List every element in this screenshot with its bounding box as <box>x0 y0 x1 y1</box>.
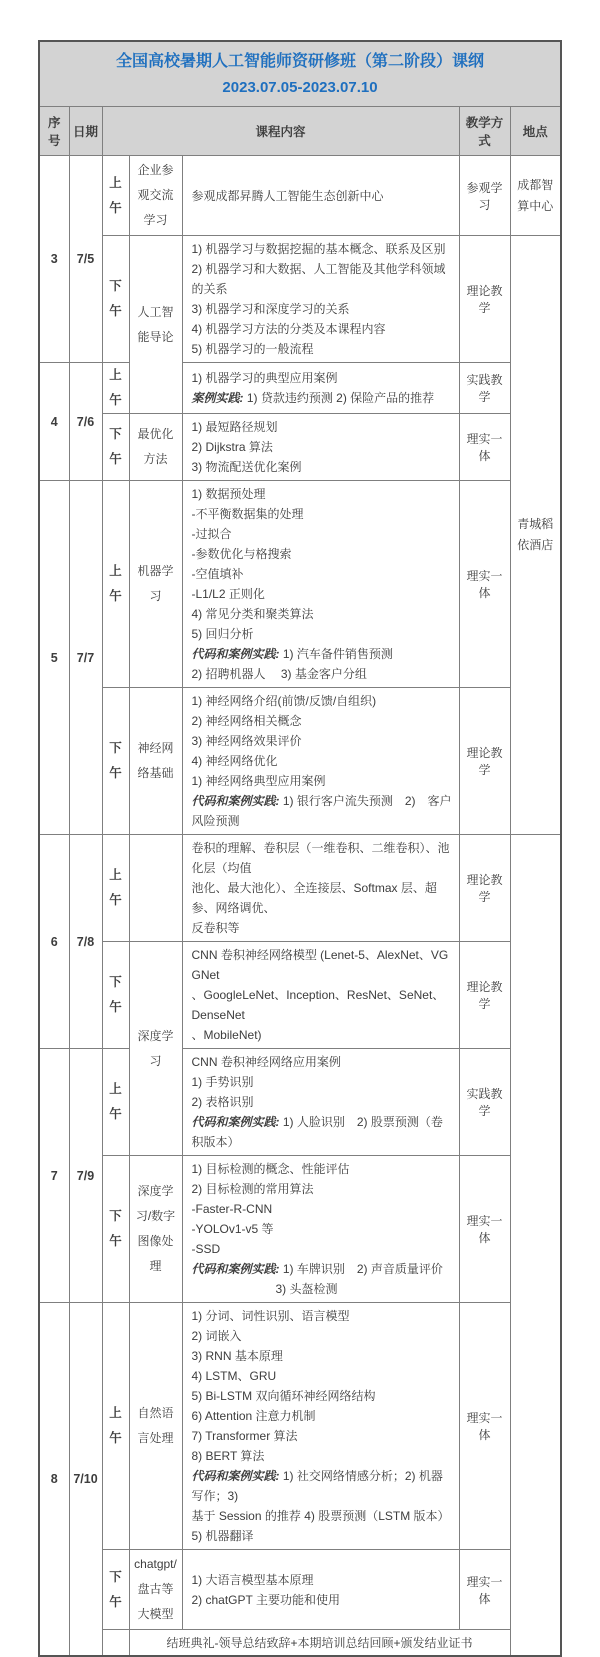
index-cell: 8 <box>39 1303 69 1657</box>
subject-cell: 深度学习 <box>129 942 182 1156</box>
slot-cell: 下午 <box>102 1550 129 1630</box>
date-cell: 7/7 <box>69 481 102 835</box>
index-cell: 4 <box>39 363 69 481</box>
slot-cell: 下午 <box>102 688 129 835</box>
method-cell: 理实一体 <box>459 414 510 481</box>
table-row <box>39 1049 561 1156</box>
method-cell: 理论教学 <box>459 835 510 942</box>
content-cell: 1) 大语言模型基本原理 2) chatGPT 主要功能和使用 <box>182 1550 459 1630</box>
index-cell: 7 <box>39 1049 69 1303</box>
content-cell: CNN 卷积神经网络模型 (Lenet-5、AlexNet、VGGNet 、GoogleLeNet、Inception、ResNet、SeNet、DenseNet 、MobileNet) <box>182 942 459 1049</box>
content-cell: 1) 目标检测的概念、性能评估 2) 目标检测的常用算法 -Faster-R-CNN -YOLOv1-v5 等 -SSD 代码和案例实践: 1) 车牌识别 2) 声音质量评价 3) 头盔检测 <box>182 1156 459 1303</box>
content-cell: 1) 分词、词性识别、语言模型 2) 词嵌入 3) RNN 基本原理 4) LSTM、GRU 5) Bi-LSTM 双向循环神经网络结构 6) Attention 注意力机制 7) Transformer 算法 8) BERT 算法 代码和案例实践: 1) 社交网络情感分析；2) 机器写作；3) 基于 Session 的推荐 4) 股票预测（LSTM 版本）5) 机器翻译 <box>182 1303 459 1550</box>
method-cell: 参观学习 <box>459 156 510 236</box>
slot-cell: 下午 <box>102 1156 129 1303</box>
method-cell: 理实一体 <box>459 1550 510 1630</box>
subject-cell <box>129 835 182 942</box>
subject-cell: 人工智能导论 <box>129 236 182 414</box>
col-header-content: 课程内容 <box>102 107 459 156</box>
content-cell: 1) 最短路径规划 2) Dijkstra 算法 3) 物流配送优化案例 <box>182 414 459 481</box>
col-header-location: 地点 <box>510 107 561 156</box>
title-block <box>39 41 561 107</box>
slot-cell-empty <box>102 1630 129 1657</box>
method-cell: 理论教学 <box>459 236 510 363</box>
slot-cell: 下午 <box>102 414 129 481</box>
table-row <box>39 481 561 688</box>
method-cell: 理实一体 <box>459 481 510 688</box>
header-row <box>39 107 561 156</box>
slot-cell: 上午 <box>102 156 129 236</box>
table-row <box>39 363 561 414</box>
subject-cell: 神经网络基础 <box>129 688 182 835</box>
content-cell: 1) 机器学习的典型应用案例 案例实践: 1) 贷款违约预测 2) 保险产品的推荐 <box>182 363 459 414</box>
subject-cell: 自然语言处理 <box>129 1303 182 1550</box>
table-row <box>39 236 561 363</box>
date-cell: 7/10 <box>69 1303 102 1657</box>
table-row <box>39 835 561 942</box>
index-cell: 6 <box>39 835 69 1049</box>
slot-cell: 下午 <box>102 236 129 363</box>
method-cell: 实践教学 <box>459 363 510 414</box>
course-schedule-table <box>38 40 562 1657</box>
col-header-date: 日期 <box>69 107 102 156</box>
method-cell: 理论教学 <box>459 942 510 1049</box>
subject-cell: 机器学习 <box>129 481 182 688</box>
subject-cell: chatgpt/盘古等大模型 <box>129 1550 182 1630</box>
content-cell: CNN 卷积神经网络应用案例 1) 手势识别 2) 表格识别 代码和案例实践: 1) 人脸识别 2) 股票预测（卷积版本） <box>182 1049 459 1156</box>
date-cell: 7/6 <box>69 363 102 481</box>
method-cell: 理实一体 <box>459 1156 510 1303</box>
location-cell: 青城稻依酒店 <box>510 236 561 835</box>
location-cell <box>510 835 561 1657</box>
page-title: 全国高校暑期人工智能师资研修班（第二阶段）课纲 <box>116 53 485 70</box>
subject-cell: 最优化方法 <box>129 414 182 481</box>
footer-row <box>39 1630 561 1657</box>
method-cell: 实践教学 <box>459 1049 510 1156</box>
table-row <box>39 688 561 835</box>
table-row <box>39 1550 561 1630</box>
table-row <box>39 414 561 481</box>
slot-cell: 上午 <box>102 1049 129 1156</box>
content-cell: 1) 数据预处理 -不平衡数据集的处理 -过拟合 -参数优化与格搜索 -空值填补 -L1/L2 正则化 4) 常见分类和聚类算法 5) 回归分析 代码和案例实践: 1) 汽车备件销售预测 2) 招聘机器人 3) 基金客户分组 <box>182 481 459 688</box>
date-cell: 7/8 <box>69 835 102 1049</box>
content-cell: 1) 机器学习与数据挖掘的基本概念、联系及区别 2) 机器学习和大数据、人工智能及其他学科领域的关系 3) 机器学习和深度学习的关系 4) 机器学习方法的分类及本课程内容 5) 机器学习的一般流程 <box>182 236 459 363</box>
slot-cell: 上午 <box>102 835 129 942</box>
index-cell: 5 <box>39 481 69 835</box>
table-row <box>39 1156 561 1303</box>
subject-cell: 企业参观交流学习 <box>129 156 182 236</box>
col-header-index: 序号 <box>39 107 69 156</box>
table-row <box>39 156 561 236</box>
content-cell: 卷积的理解、卷积层（一维卷积、二维卷积）、池化层（均值 池化、最大池化）、全连接层、Softmax 层、超参、网络调优、 反卷积等 <box>182 835 459 942</box>
subject-cell: 深度学习/数字图像处理 <box>129 1156 182 1303</box>
table-row <box>39 1303 561 1550</box>
location-cell: 成都智算中心 <box>510 156 561 236</box>
date-cell: 7/9 <box>69 1049 102 1303</box>
table-row <box>39 942 561 1049</box>
slot-cell: 上午 <box>102 363 129 414</box>
date-cell: 7/5 <box>69 156 102 363</box>
index-cell: 3 <box>39 156 69 363</box>
content-cell: 参观成都昇腾人工智能生态创新中心 <box>182 156 459 236</box>
slot-cell: 上午 <box>102 481 129 688</box>
method-cell: 理实一体 <box>459 1303 510 1550</box>
col-header-method: 教学方式 <box>459 107 510 156</box>
closing-ceremony-cell: 结班典礼-领导总结致辞+本期培训总结回顾+颁发结业证书 <box>129 1630 510 1657</box>
method-cell: 理论教学 <box>459 688 510 835</box>
content-cell: 1) 神经网络介绍(前馈/反馈/自组织) 2) 神经网络相关概念 3) 神经网络效果评价 4) 神经网络优化 1) 神经网络典型应用案例 代码和案例实践: 1) 银行客户流失预测 2) 客户风险预测 <box>182 688 459 835</box>
slot-cell: 下午 <box>102 942 129 1049</box>
slot-cell: 上午 <box>102 1303 129 1550</box>
page-subtitle: 2023.07.05-2023.07.10 <box>222 79 378 96</box>
